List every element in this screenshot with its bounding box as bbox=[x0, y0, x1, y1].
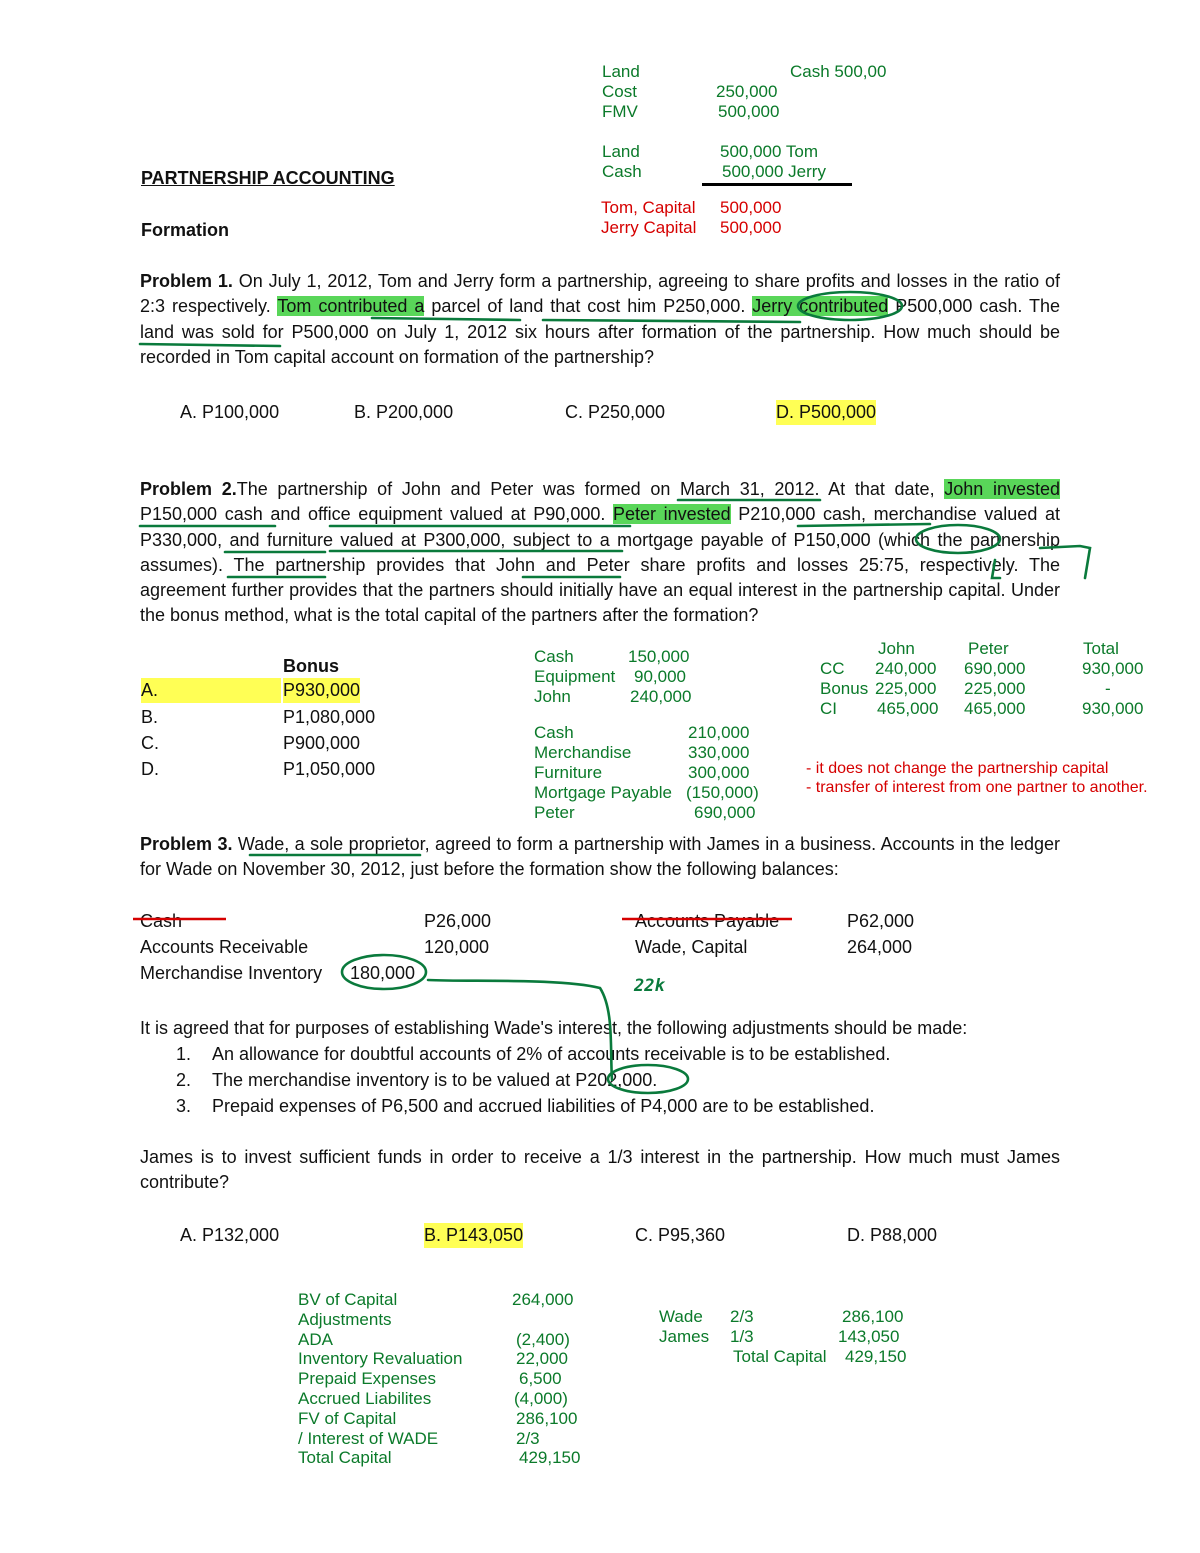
peter-entry-value: 300,000 bbox=[688, 763, 750, 782]
problem2-choice-b-value: P1,080,000 bbox=[283, 707, 376, 727]
note-cash2-label: Cash bbox=[602, 162, 642, 181]
problem1-choice-c: C. P250,000 bbox=[565, 402, 666, 422]
ink-connector bbox=[428, 980, 612, 1080]
ink-underline bbox=[140, 344, 280, 346]
john-entry-label: Cash bbox=[534, 647, 574, 666]
note-land2-value: 500,000 Tom bbox=[720, 142, 818, 161]
ledger-left-value: P26,000 bbox=[424, 911, 492, 931]
problem1-hl1: Tom contributed a bbox=[277, 296, 425, 317]
split-ratio: 2/3 bbox=[730, 1307, 754, 1326]
problem2-hl1: John invested bbox=[944, 479, 1061, 499]
john-entry-label: John bbox=[534, 687, 571, 706]
calc-value: 429,150 bbox=[519, 1448, 581, 1468]
ledger-left-value: 180,000 bbox=[350, 963, 416, 983]
problem3-choice-c: C. P95,360 bbox=[635, 1225, 726, 1245]
problem2-choice-c-letter: C. bbox=[141, 733, 159, 753]
peter-entry-label: Peter bbox=[534, 803, 575, 822]
ink-circle bbox=[916, 525, 1000, 553]
john-entry-label: Equipment bbox=[534, 667, 616, 686]
note-tom-capital-value: 500,000 bbox=[720, 198, 782, 217]
note-fmv-label: FMV bbox=[602, 102, 638, 121]
calc-label: FV of Capital bbox=[298, 1408, 397, 1428]
note-jerry-capital-label: Jerry Capital bbox=[601, 218, 697, 237]
problem2-t1: The partnership of John and Peter was formed on March 31, 2012. At that date, bbox=[236, 479, 945, 499]
table-cell-peter: 465,000 bbox=[964, 699, 1026, 718]
problem3-t1: Wade, a sole proprietor, agreed to form a partnership with James in a business. Accounts in the ledger for Wade on November 30, 2012, just before the formation show the following balances: bbox=[140, 834, 1060, 880]
ink-underline bbox=[798, 524, 930, 526]
split-value: 286,100 bbox=[842, 1307, 904, 1326]
table-cell-total: - bbox=[1105, 679, 1111, 698]
calc-label: Adjustments bbox=[298, 1309, 392, 1329]
page-title: PARTNERSHIP ACCOUNTING bbox=[141, 168, 395, 188]
peter-entry-value: (150,000) bbox=[686, 783, 759, 802]
split-total-value: 429,150 bbox=[845, 1347, 907, 1366]
ledger-left-label: Cash bbox=[140, 911, 183, 931]
problem1-choice-a: A. P100,000 bbox=[180, 402, 280, 422]
problem2-choice-c-value: P900,000 bbox=[283, 733, 361, 753]
problem3-label: Problem 3. bbox=[140, 834, 233, 854]
ink-circle bbox=[608, 1065, 688, 1093]
bonus-header: Bonus bbox=[283, 656, 339, 676]
calc-label: Prepaid Expenses bbox=[298, 1369, 436, 1389]
table-row-label: CI bbox=[820, 699, 837, 718]
calc-value: 286,100 bbox=[516, 1408, 578, 1428]
problem2-label: Problem 2. bbox=[140, 479, 237, 499]
peter-entry-value: 210,000 bbox=[688, 723, 750, 742]
table-header-total: Total bbox=[1083, 639, 1119, 658]
problem1-choice-d: D. P500,000 bbox=[776, 400, 876, 425]
list-item: An allowance for doubtful accounts of 2% of accounts receivable is to be established. bbox=[212, 1044, 891, 1064]
list-number: 1. bbox=[176, 1044, 192, 1064]
calc-value: (4,000) bbox=[514, 1389, 568, 1408]
note-cash2-value: 500,000 Jerry bbox=[722, 162, 826, 181]
split-ratio: 1/3 bbox=[730, 1327, 754, 1346]
table-cell-john: 465,000 bbox=[877, 699, 939, 718]
split-name: James bbox=[659, 1327, 710, 1346]
ledger-left-label: Accounts Receivable bbox=[140, 937, 309, 957]
calc-label: Total Capital bbox=[298, 1448, 392, 1468]
table-cell-total: 930,000 bbox=[1082, 699, 1144, 718]
peter-entry-value: 330,000 bbox=[688, 743, 750, 762]
table-cell-peter: 690,000 bbox=[964, 659, 1026, 678]
list-item: Prepaid expenses of P6,500 and accrued liabilities of P4,000 are to be established. bbox=[212, 1096, 875, 1116]
problem3-choice-a: A. P132,000 bbox=[180, 1225, 280, 1245]
table-header-peter: Peter bbox=[968, 639, 1009, 658]
calc-value: (2,400) bbox=[516, 1329, 570, 1349]
split-name: Wade bbox=[659, 1307, 703, 1326]
table-row-label: CC bbox=[820, 659, 845, 678]
ink-circle bbox=[342, 955, 426, 989]
table-cell-total: 930,000 bbox=[1082, 659, 1144, 678]
ledger-right-label: Wade, Capital bbox=[635, 937, 748, 957]
list-item: The merchandise inventory is to be valued at P202,000. bbox=[212, 1070, 658, 1090]
calc-label: BV of Capital bbox=[298, 1290, 398, 1309]
problem1-t3: P500,000 cash. The land was sold for P500,000 on July 1, 2012 six hours after formation of the partnership. How much should be recorded in Tom capital account on formation of the partnership? bbox=[140, 296, 1061, 367]
calc-value: 22,000 bbox=[516, 1349, 568, 1369]
note-cost-label: Cost bbox=[602, 82, 637, 101]
ink-bracket bbox=[1040, 546, 1090, 578]
peter-entry-label: Furniture bbox=[534, 763, 603, 782]
table-row-label: Bonus bbox=[820, 679, 869, 698]
problem2-note: - transfer of interest from one partner to another. bbox=[806, 779, 1148, 796]
peter-entry-label: Mortgage Payable bbox=[534, 783, 672, 802]
calc-label: Inventory Revaluation bbox=[298, 1349, 463, 1369]
problem2-note: - it does not change the partnership capital bbox=[806, 760, 1109, 777]
handwritten-note: 22k bbox=[634, 976, 665, 996]
table-cell-peter: 225,000 bbox=[964, 679, 1026, 698]
calc-label: ADA bbox=[298, 1329, 333, 1349]
note-land2-label: Land bbox=[602, 142, 640, 161]
john-entry-value: 90,000 bbox=[634, 667, 686, 686]
section-heading: Formation bbox=[141, 220, 229, 240]
table-header-john: John bbox=[878, 639, 915, 658]
john-entry-value: 150,000 bbox=[628, 647, 690, 666]
problem3-choice-b: B. P143,050 bbox=[424, 1223, 523, 1248]
ink-underline bbox=[372, 318, 520, 320]
ledger-left-value: 120,000 bbox=[424, 937, 490, 957]
note-cash-header: Cash 500,00 bbox=[790, 62, 887, 81]
ink-bracket bbox=[992, 560, 1000, 578]
problem2-choice-d-letter: D. bbox=[141, 759, 159, 779]
note-jerry-capital-value: 500,000 bbox=[720, 218, 782, 237]
calc-value: 2/3 bbox=[516, 1428, 540, 1448]
split-total-label: Total Capital bbox=[733, 1347, 827, 1366]
problem2-choice-d-value: P1,050,000 bbox=[283, 759, 376, 779]
problem2-choice-a-value: P930,000 bbox=[283, 678, 360, 703]
problem2-t3: P210,000 cash, merchandise valued at P330,000, and furniture valued at P300,000, subject to a mortgage payable of P150,000 (which the partnership assumes). The partnership provides that John and Peter share profits and losses 25:75, respectively. The agreement further provides that the partners should initially have an equal interest in the partnership capital. Under the bonus method, what is the total capital of the partners after the formation? bbox=[140, 504, 1060, 626]
problem2-choice-a-letter: A. bbox=[141, 678, 281, 703]
ledger-right-value: 264,000 bbox=[847, 937, 913, 957]
peter-entry-label: Merchandise bbox=[534, 743, 632, 762]
calc-label: / Interest of WADE bbox=[298, 1428, 439, 1448]
table-cell-john: 225,000 bbox=[875, 679, 937, 698]
problem1-hl2: Jerry contributed bbox=[752, 296, 889, 317]
note-cost-value: 250,000 bbox=[716, 82, 778, 101]
problem1-choice-b: B. P200,000 bbox=[354, 402, 454, 422]
note-fmv-value: 500,000 bbox=[718, 102, 780, 121]
problem1-t1: On July 1, 2012, Tom and Jerry form a partnership, agreeing to share profits and losses in the ratio of 2:3 respectively. bbox=[140, 271, 1060, 317]
problem1-t2: parcel of land that cost him P250,000. bbox=[424, 296, 753, 317]
ink-circle bbox=[798, 292, 902, 320]
split-value: 143,050 bbox=[838, 1327, 900, 1346]
problem2-choice-b-letter: B. bbox=[141, 707, 159, 727]
calc-label: Accrued Liabilites bbox=[298, 1389, 432, 1408]
problem1-label: Problem 1. bbox=[140, 271, 233, 291]
problem3-intro: It is agreed that for purposes of establishing Wade's interest, the following adjustments should be made: bbox=[140, 1018, 968, 1038]
problem3-choice-d: D. P88,000 bbox=[847, 1225, 938, 1245]
note-land-label: Land bbox=[602, 62, 640, 81]
table-cell-john: 240,000 bbox=[875, 659, 937, 678]
list-number: 2. bbox=[176, 1070, 192, 1090]
peter-entry-value: 690,000 bbox=[694, 803, 756, 822]
john-entry-value: 240,000 bbox=[630, 687, 692, 706]
ledger-right-value: P62,000 bbox=[847, 911, 915, 931]
calc-value: 264,000 bbox=[512, 1290, 574, 1309]
calc-value: 6,500 bbox=[519, 1369, 562, 1389]
problem2-t2: P150,000 cash and office equipment valued at P90,000. bbox=[140, 504, 613, 525]
ledger-right-label: Accounts Payable bbox=[635, 911, 780, 931]
ink-underline bbox=[543, 320, 800, 322]
problem3-question: James is to invest sufficient funds in order to receive a 1/3 interest in the partnership. How much must James contribute? bbox=[140, 1147, 1060, 1193]
list-number: 3. bbox=[176, 1096, 192, 1116]
problem2-hl2: Peter invested bbox=[612, 504, 731, 525]
note-tom-capital-label: Tom, Capital bbox=[601, 198, 696, 217]
peter-entry-label: Cash bbox=[534, 723, 574, 742]
ledger-left-label: Merchandise Inventory bbox=[140, 963, 323, 983]
